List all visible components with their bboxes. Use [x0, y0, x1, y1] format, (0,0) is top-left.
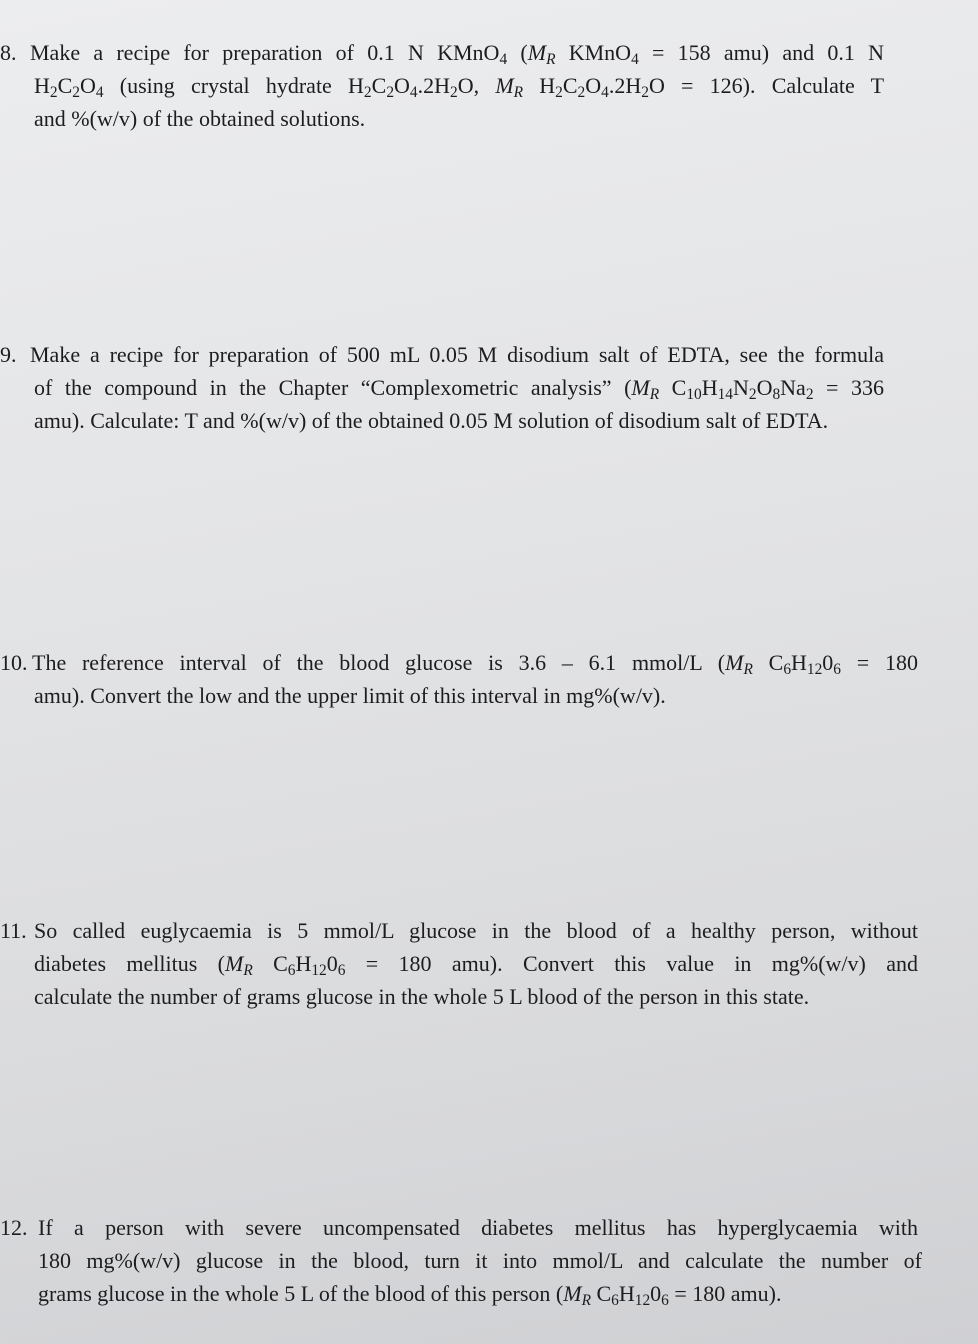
problem-number: 11.	[0, 918, 27, 943]
problem-11	[0, 914, 930, 1013]
problem-number: 10.	[0, 650, 28, 675]
problem-number: 9.	[0, 342, 17, 367]
problem-9-line-2: of the compound in the Chapter “Complexometric analysis” ($M_R$ $C_{10}H_{14}N_2O_8Na_2 = 336$	[34, 375, 884, 403]
problem-10-line-2: amu). Convert the low and the upper limit of this interval in mg%(w/v).	[34, 683, 666, 708]
problem-9	[0, 338, 930, 437]
problem-9-line-3: amu). Calculate: T and %(w/v) of the obtained 0.05 M solution of disodium salt of EDTA.	[34, 408, 829, 433]
problem-8-line-3: and %(w/v) of the obtained solutions.	[34, 106, 366, 131]
problem-8	[0, 36, 930, 135]
problem-11-line-2: diabetes mellitus ($M_R$ $C_6H_{12}0_6 = 180$ amu). Convert this value in mg%(w/v) and	[34, 951, 918, 979]
problem-10	[0, 646, 930, 712]
problem-number: 8.	[0, 40, 17, 65]
problem-11-line-3: calculate the number of grams glucose in the whole 5 L blood of the person in this state.	[34, 984, 810, 1009]
problem-11-line-1: 11. So called euglycaemia is 5 mmol/L glucose in the blood of a healthy person, without	[0, 914, 918, 947]
problem-12-line-3: grams glucose in the whole 5 L of the blood of this person ($M_R$ $C_6H_{12}0_6 = 180$ amu).	[38, 1281, 782, 1309]
problem-8-line-1: 8. Make a recipe for preparation of 0.1 N KMnO$_4$ ($M_R$ KMnO$_4$ = 158 amu) and 0.1 N	[0, 36, 884, 69]
problem-12	[0, 1211, 930, 1310]
problem-number: 12.	[0, 1215, 28, 1240]
problem-12-line-2: 180 mg%(w/v) glucose in the blood, turn it into mmol/L and calculate the number of	[38, 1248, 922, 1273]
problem-12-line-1: 12. If a person with severe uncompensated diabetes mellitus has hyperglycaemia with	[0, 1211, 918, 1244]
problem-10-line-1: 10. The reference interval of the blood glucose is 3.6 – 6.1 mmol/L ($M_R$ $C_6H_{12}0_6 = 180$	[0, 646, 918, 679]
problem-9-line-1: 9. Make a recipe for preparation of 500 mL 0.05 M disodium salt of EDTA, see the formula	[0, 338, 884, 371]
problem-8-line-2: $H_2C_2O_4$ (using crystal hydrate $H_2C_2O_4.2H_2O$, $M_R$ $H_2C_2O_4.2H_2O = 126$). Calculate T	[34, 73, 885, 101]
